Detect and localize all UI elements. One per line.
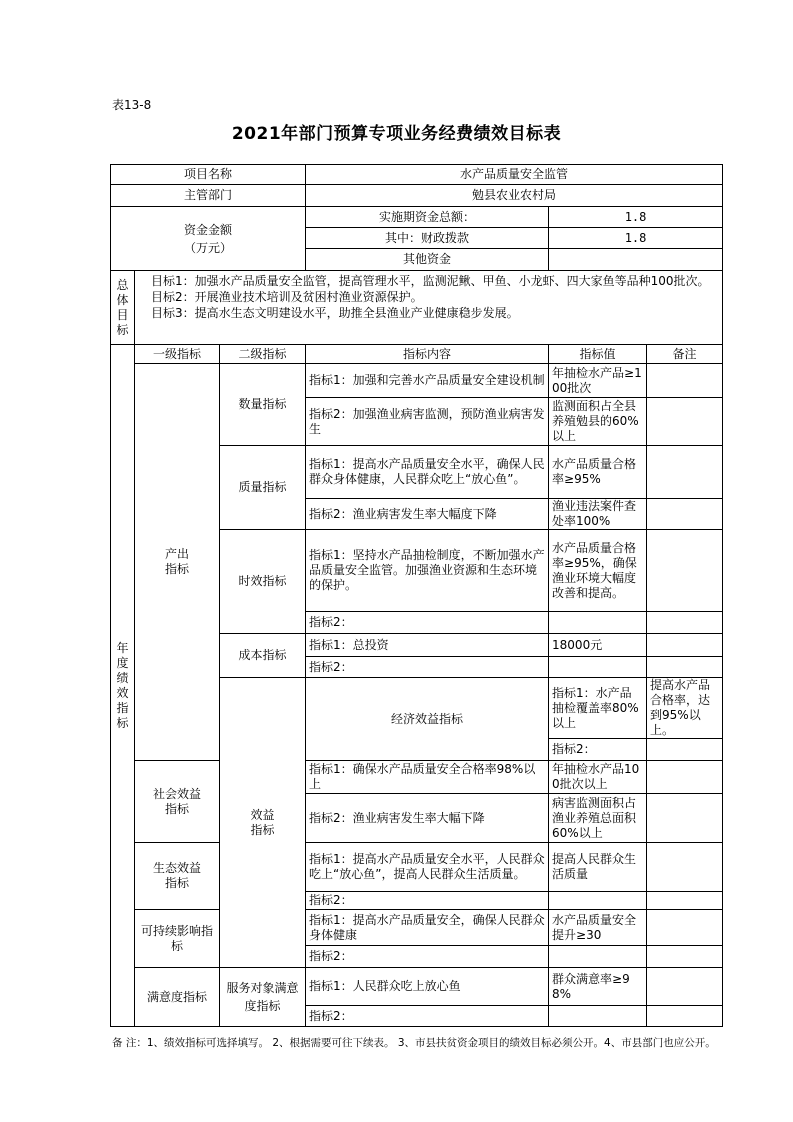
output-indicators-label: 产出指标 — [135, 364, 220, 761]
quantity-indicator-label: 数量指标 — [220, 364, 306, 446]
dept-row — [111, 185, 723, 207]
col-note: 备注 — [647, 345, 723, 364]
overall-goal-label: 总体目标 — [111, 271, 135, 345]
other-label: 其他资金 — [306, 249, 549, 271]
indicator-value: 年抽检水产品≥100批次 — [549, 364, 647, 398]
indicator-content: 指标1：加强和完善水产品质量安全建设机制 — [306, 364, 549, 398]
indicator-note — [647, 398, 723, 446]
table-row — [111, 364, 723, 398]
indicator-note — [647, 946, 723, 968]
indicator-note — [647, 612, 723, 634]
goal-2: 目标2：开展渔业技术培训及贫困村渔业资源保护。 — [151, 290, 423, 304]
indicator-content: 指标1：人民群众吃上放心鱼 — [306, 968, 549, 1006]
dept-label: 主管部门 — [111, 185, 306, 207]
indicator-note — [647, 794, 723, 843]
funds-label: 资金金额 — [184, 222, 233, 237]
indicator-value: 水产品质量合格率≥95%，确保渔业环境大幅度改善和提高。 — [549, 530, 647, 612]
document-title: 2021年部门预算专项业务经费绩效目标表 — [231, 124, 562, 144]
ecological-benefit-label: 生态效益指标 — [135, 843, 220, 910]
col-level2: 二级指标 — [220, 345, 306, 364]
other-value — [549, 249, 723, 271]
overall-goal-text — [135, 271, 723, 345]
total-label: 实施期资金总额： — [306, 207, 549, 228]
cost-indicator-label: 成本指标 — [220, 634, 306, 678]
indicator-content: 指标2：渔业病害发生率大幅下降 — [306, 794, 549, 843]
satisfaction-indicators-label: 满意度指标 — [135, 968, 220, 1027]
col-content: 指标内容 — [306, 345, 549, 364]
column-header-row — [111, 345, 723, 364]
social-benefit-label: 社会效益指标 — [135, 761, 220, 843]
indicator-value: 年抽检水产品100批次以上 — [549, 761, 647, 794]
annual-indicators-label: 年度绩效指标 — [111, 345, 135, 1027]
indicator-content: 指标1：确保水产品质量安全合格率98%以上 — [306, 761, 549, 794]
table-row — [111, 968, 723, 1006]
indicator-note — [647, 892, 723, 910]
indicator-value: 监测面积占全县养殖勉县的60%以上 — [549, 398, 647, 446]
indicator-value — [549, 892, 647, 910]
benefit-indicators-label: 效益指标 — [220, 678, 306, 968]
indicator-content: 指标1：水产品抽检覆盖率80%以上 — [549, 678, 647, 739]
indicator-content: 指标2：渔业病害发生率大幅度下降 — [306, 499, 549, 530]
indicator-content: 指标2： — [306, 892, 549, 910]
project-name-label: 项目名称 — [111, 165, 306, 185]
service-satisfaction-label: 服务对象满意度指标 — [220, 968, 306, 1027]
funds-unit: （万元） — [184, 240, 233, 255]
timeliness-indicator-label: 时效指标 — [220, 530, 306, 634]
indicator-note — [647, 364, 723, 398]
fiscal-value: 1.8 — [549, 228, 723, 249]
funds-label-cell — [111, 207, 306, 271]
indicator-value: 水产品质量安全提升≥30 — [549, 910, 647, 946]
performance-target-table — [110, 164, 723, 1027]
indicator-note — [647, 499, 723, 530]
indicator-note — [647, 657, 723, 678]
indicator-note — [647, 910, 723, 946]
indicator-value — [647, 739, 723, 761]
project-name-row — [111, 165, 723, 185]
indicator-value — [549, 612, 647, 634]
dept-value: 勉县农业农村局 — [306, 185, 723, 207]
indicator-content: 指标2： — [306, 612, 549, 634]
quality-indicator-label: 质量指标 — [220, 446, 306, 530]
indicator-note — [647, 843, 723, 892]
table-number: 表13-8 — [112, 98, 152, 112]
project-name-value: 水产品质量安全监管 — [306, 165, 723, 185]
indicator-note — [647, 1006, 723, 1027]
indicator-content: 指标1：提高水产品质量安全水平，确保人民群众身体健康，人民群众吃上“放心鱼”。 — [306, 446, 549, 499]
indicator-content: 指标2： — [549, 739, 647, 761]
indicator-content: 指标2： — [306, 946, 549, 968]
indicator-content: 指标2：加强渔业病害监测，预防渔业病害发生 — [306, 398, 549, 446]
indicator-value — [549, 1006, 647, 1027]
funds-total-row — [111, 207, 723, 228]
indicator-value — [549, 946, 647, 968]
economic-benefit-label: 经济效益指标 — [306, 678, 549, 761]
table-row — [111, 761, 723, 794]
indicator-note — [647, 634, 723, 657]
indicator-value: 群众满意率≥98% — [549, 968, 647, 1006]
indicator-value: 提高人民群众生活质量 — [549, 843, 647, 892]
total-value: 1.8 — [549, 207, 723, 228]
indicator-note — [647, 761, 723, 794]
goal-3: 目标3：提高水生态文明建设水平，助推全县渔业产业健康稳步发展。 — [151, 306, 519, 320]
indicator-content: 指标2： — [306, 1006, 549, 1027]
indicator-content: 指标2： — [306, 657, 549, 678]
col-value: 指标值 — [549, 345, 647, 364]
indicator-value — [549, 657, 647, 678]
sustainable-impact-label: 可持续影响指标 — [135, 910, 220, 968]
col-level1: 一级指标 — [135, 345, 220, 364]
indicator-content: 指标1：总投资 — [306, 634, 549, 657]
footnote: 备 注：1、绩效指标可选择填写。 2、根据需要可往下续表。 3、市县扶贫资金项目的绩效目标必须公开。4、市县部门也应公开。 — [112, 1037, 716, 1049]
indicator-note — [647, 530, 723, 612]
goal-1: 目标1：加强水产品质量安全监管，提高管理水平，监测泥鳅、甲鱼、小龙虾、四大家鱼等品种100批次。 — [151, 274, 710, 288]
indicator-value: 渔业违法案件查处率100% — [549, 499, 647, 530]
fiscal-label: 其中：财政拨款 — [306, 228, 549, 249]
indicator-note — [647, 446, 723, 499]
indicator-value: 病害监测面积占渔业养殖总面积60%以上 — [549, 794, 647, 843]
indicator-value: 水产品质量合格率≥95% — [549, 446, 647, 499]
indicator-value: 18000元 — [549, 634, 647, 657]
indicator-content: 指标1：提高水产品质量安全水平，人民群众吃上“放心鱼”，提高人民群众生活质量。 — [306, 843, 549, 892]
table-row — [111, 910, 723, 946]
indicator-note — [647, 968, 723, 1006]
indicator-value: 提高水产品合格率，达到95%以上。 — [647, 678, 723, 739]
indicator-content: 指标1：坚持水产品抽检制度，不断加强水产品质量安全监管。加强渔业资源和生态环境的保护。 — [306, 530, 549, 612]
indicator-content: 指标1：提高水产品质量安全，确保人民群众身体健康 — [306, 910, 549, 946]
overall-goal-row — [111, 271, 723, 345]
table-row — [111, 843, 723, 892]
